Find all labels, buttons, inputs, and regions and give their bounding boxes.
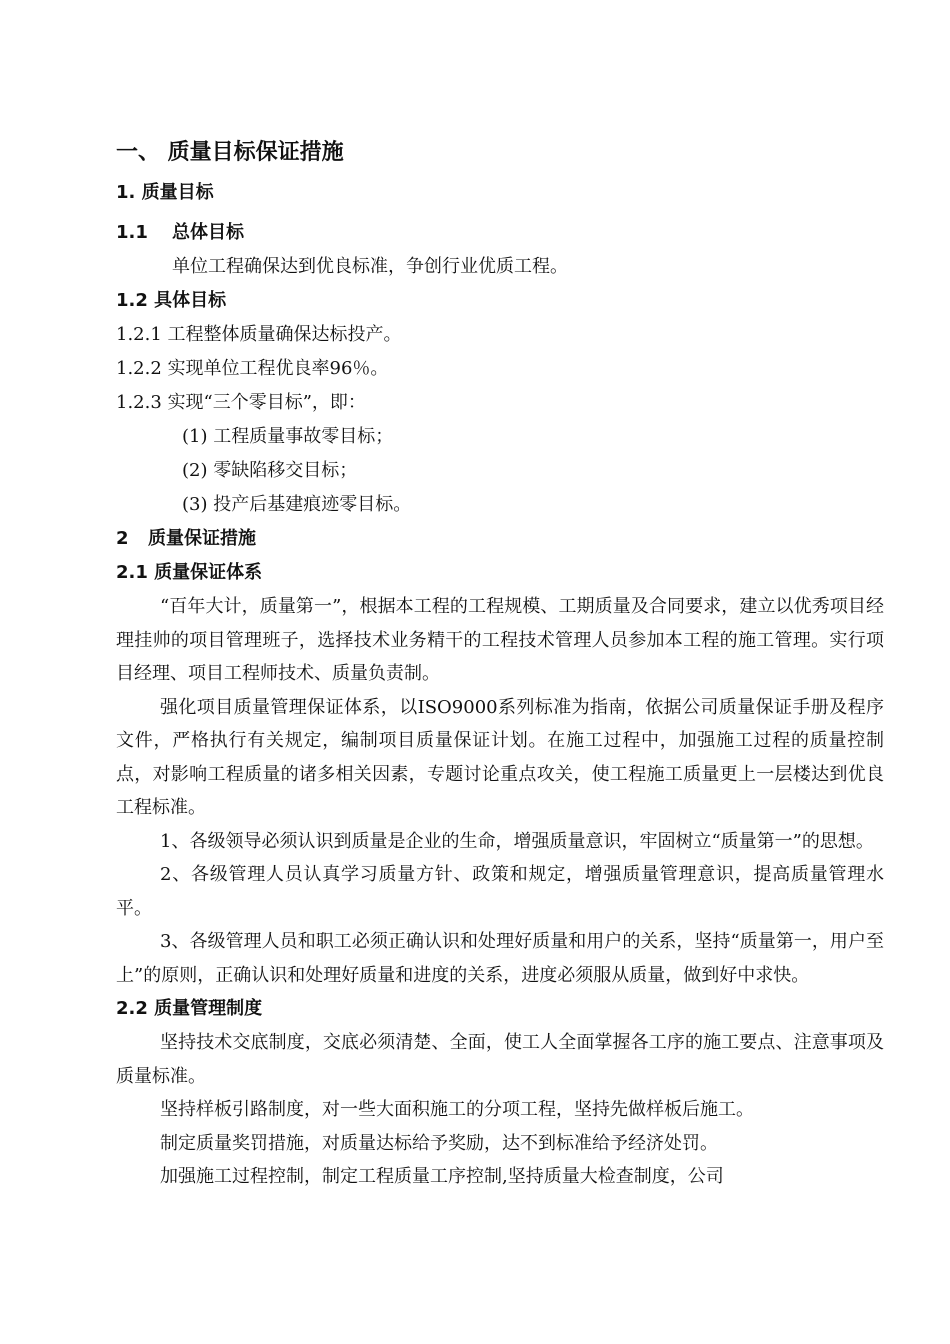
subsection-1-1-heading [116, 216, 884, 250]
main-heading: 一、 质量目标保证措施 [116, 140, 344, 165]
section-2-title: 质量保证措施 [148, 528, 256, 549]
overall-target-text: 单位工程确保达到优良标准，争创行业优质工程。 [172, 256, 568, 277]
paragraph: 3、各级管理人员和职工必须正确认识和处理好质量和用户的关系，坚持“质量第一，用户至上”的原则，正确认识和处理好质量和进度的关系，进度必须服从质量，做到好中求快。 [116, 931, 884, 986]
section-2-heading [116, 522, 884, 556]
subsection-1-2-heading: 1.2 具体目标 [116, 290, 227, 311]
paragraph: 坚持样板引路制度，对一些大面积施工的分项工程，坚持先做样板后施工。 [160, 1099, 754, 1120]
paragraph: 强化项目质量管理保证体系，以ISO9000系列标准为指南，依据公司质量保证手册及程序文件，严格执行有关规定，编制项目质量保证计划。在施工过程中，加强施工过程的质量控制点，对影响工程质量的诸多相关因素，专题讨论重点攻关，使工程施工质量更上一层楼达到优良工程标准。 [116, 696, 884, 818]
subsection-1-1-number: 1.1 [116, 222, 148, 243]
zero-target-3: (3) 投产后基建痕迹零目标。 [182, 494, 412, 515]
paragraph: 1、各级领导必须认识到质量是企业的生命，增强质量意识，牢固树立“质量第一”的思想。 [160, 830, 874, 852]
section-1-heading: 1. 质量目标 [116, 182, 214, 203]
target-item-3: 1.2.3 实现“三个零目标”，即： [116, 392, 366, 413]
subsection-2-2-heading: 2.2 质量管理制度 [116, 998, 263, 1019]
target-item-1: 1.2.1 工程整体质量确保达标投产。 [116, 324, 402, 345]
zero-target-2: (2) 零缺陷移交目标； [182, 460, 358, 481]
paragraph: 坚持技术交底制度，交底必须清楚、全面，使工人全面掌握各工序的施工要点、注意事项及质量标准。 [116, 1032, 884, 1087]
paragraph: “百年大计，质量第一”，根据本工程的工程规模、工期质量及合同要求，建立以优秀项目经理挂帅的项目管理班子，选择技术业务精干的工程技术管理人员参加本工程的施工管理。实行项目经理、项目工程师技术、质量负责制。 [116, 596, 884, 684]
paragraph: 制定质量奖罚措施，对质量达标给予奖励，达不到标准给予经济处罚。 [160, 1132, 718, 1154]
subsection-1-1-title: 总体目标 [172, 222, 244, 243]
subsection-2-1-heading: 2.1 质量保证体系 [116, 562, 263, 583]
section-2-number: 2 [116, 528, 129, 549]
zero-target-1: (1) 工程质量事故零目标； [182, 426, 394, 447]
target-item-2: 1.2.2 实现单位工程优良率96％。 [116, 358, 389, 379]
paragraph: 2、各级管理人员认真学习质量方针、政策和规定，增强质量管理意识，提高质量管理水平。 [116, 864, 884, 919]
paragraph: 加强施工过程控制，制定工程质量工序控制,坚持质量大检查制度，公司 [160, 1166, 724, 1187]
